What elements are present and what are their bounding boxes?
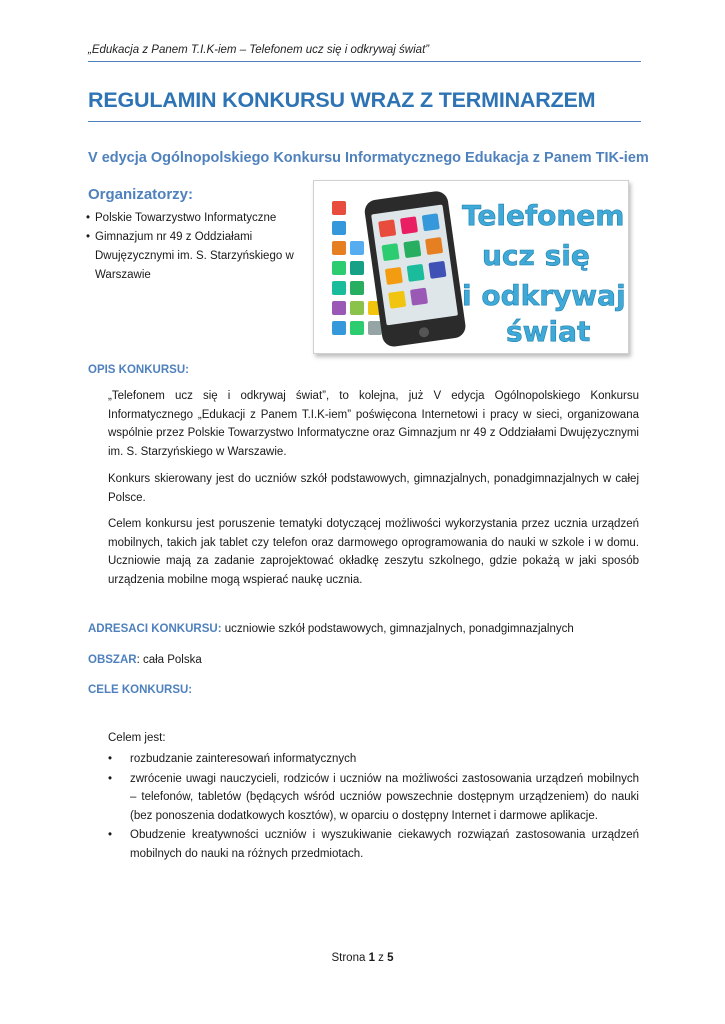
goal-item: • rozbudzanie zainteresowań informatycznych: [108, 750, 639, 769]
total-pages-number: 5: [387, 952, 394, 964]
opis-heading: OPIS KONKURSU:: [88, 364, 189, 376]
obszar-value: : cała Polska: [136, 654, 202, 666]
obszar-label: OBSZAR: [88, 654, 137, 666]
goal-item: • zwrócenie uwagi nauczycieli, rodziców i uczniów na możliwości zastosowania urządzeń mobilnych – telefonów, tabletów (będących wśród uczniów powszechnie dostępnym urządzeniem) do nauki (bez ponoszenia dodatkowych kosztów), w oparciu o dostępny Internet i darmowe aplikacje.: [108, 770, 639, 826]
adresaci-row: [88, 623, 574, 635]
organizer-item: • Gimnazjum nr 49 z Oddziałami Dwujęzycznymi im. S. Starzyńskiego w Warszawie: [86, 228, 306, 285]
header-rule: [88, 61, 641, 62]
goal-item: • Obudzenie kreatywności uczniów i wyszukiwanie ciekawych rozwiązań zastosowania urządzeń mobilnych do nauki na różnych przedmiotach.: [108, 826, 639, 863]
organizers-list: [86, 209, 306, 285]
current-page-number: 1: [368, 952, 375, 964]
obszar-row: [88, 654, 202, 666]
adresaci-value: uczniowie szkół podstawowych, gimnazjalnych, ponadgimnazjalnych: [221, 623, 574, 635]
page-footer: Strona 1 z 5: [331, 952, 394, 964]
logo-text-line: Telefonem: [462, 199, 625, 232]
logo-text-line: świat: [506, 315, 591, 348]
adresaci-label: ADRESACI KONKURSU:: [88, 623, 222, 635]
cele-intro: Celem jest:: [108, 732, 166, 744]
document-title: REGULAMIN KONKURSU WRAZ Z TERMINARZEM: [88, 88, 596, 112]
title-rule: [88, 121, 641, 122]
opis-paragraph: Konkurs skierowany jest do uczniów szkół podstawowych, gimnazjalnych, ponadgimnazjalnych w całej Polsce.: [108, 473, 639, 504]
contest-logo-image: [314, 181, 628, 353]
cele-list: [108, 750, 639, 864]
contest-logo: [313, 180, 629, 354]
page-header: „Edukacja z Panem T.I.K-iem – Telefonem ucz się i odkrywaj świat”: [88, 44, 430, 56]
logo-text-line: ucz się: [482, 239, 590, 272]
cele-heading: CELE KONKURSU:: [88, 684, 193, 696]
logo-text-line: i odkrywaj: [462, 279, 626, 312]
opis-paragraph: „Telefonem ucz się i odkrywaj świat”, to kolejna, już V edycja Ogólnopolskiego Konkursu Informatycznego „Edukacji z Panem T.I.K-iem” poświęcona Internetowi i pracy w sieci, organizowana wspólnie przez Polskie Towarzystwo Informatyczne oraz Gimnazjum nr 49 z Oddziałami Dwujęzycznymi im. S. Starzyńskiego w Warszawie.: [108, 390, 639, 458]
organizer-item: • Polskie Towarzystwo Informatyczne: [86, 209, 306, 228]
organizers-heading: Organizatorzy:: [88, 186, 194, 203]
document-subtitle: V edycja Ogólnopolskiego Konkursu Informatycznego Edukacja z Panem TIK-iem: [88, 150, 649, 166]
opis-paragraph: Celem konkursu jest poruszenie tematyki dotyczącej możliwości wykorzystania przez ucznia urządzeń mobilnych, takich jak tablet czy telefon oraz darmowego oprogramowania do nauki w szkole i w domu. Uczniowie mają za zadanie zaprojektować okładkę zeszytu szkolnego, gdzie pokażą w jaki sposób urządzenia mobilne mogą wspierać naukę ucznia.: [108, 518, 639, 586]
